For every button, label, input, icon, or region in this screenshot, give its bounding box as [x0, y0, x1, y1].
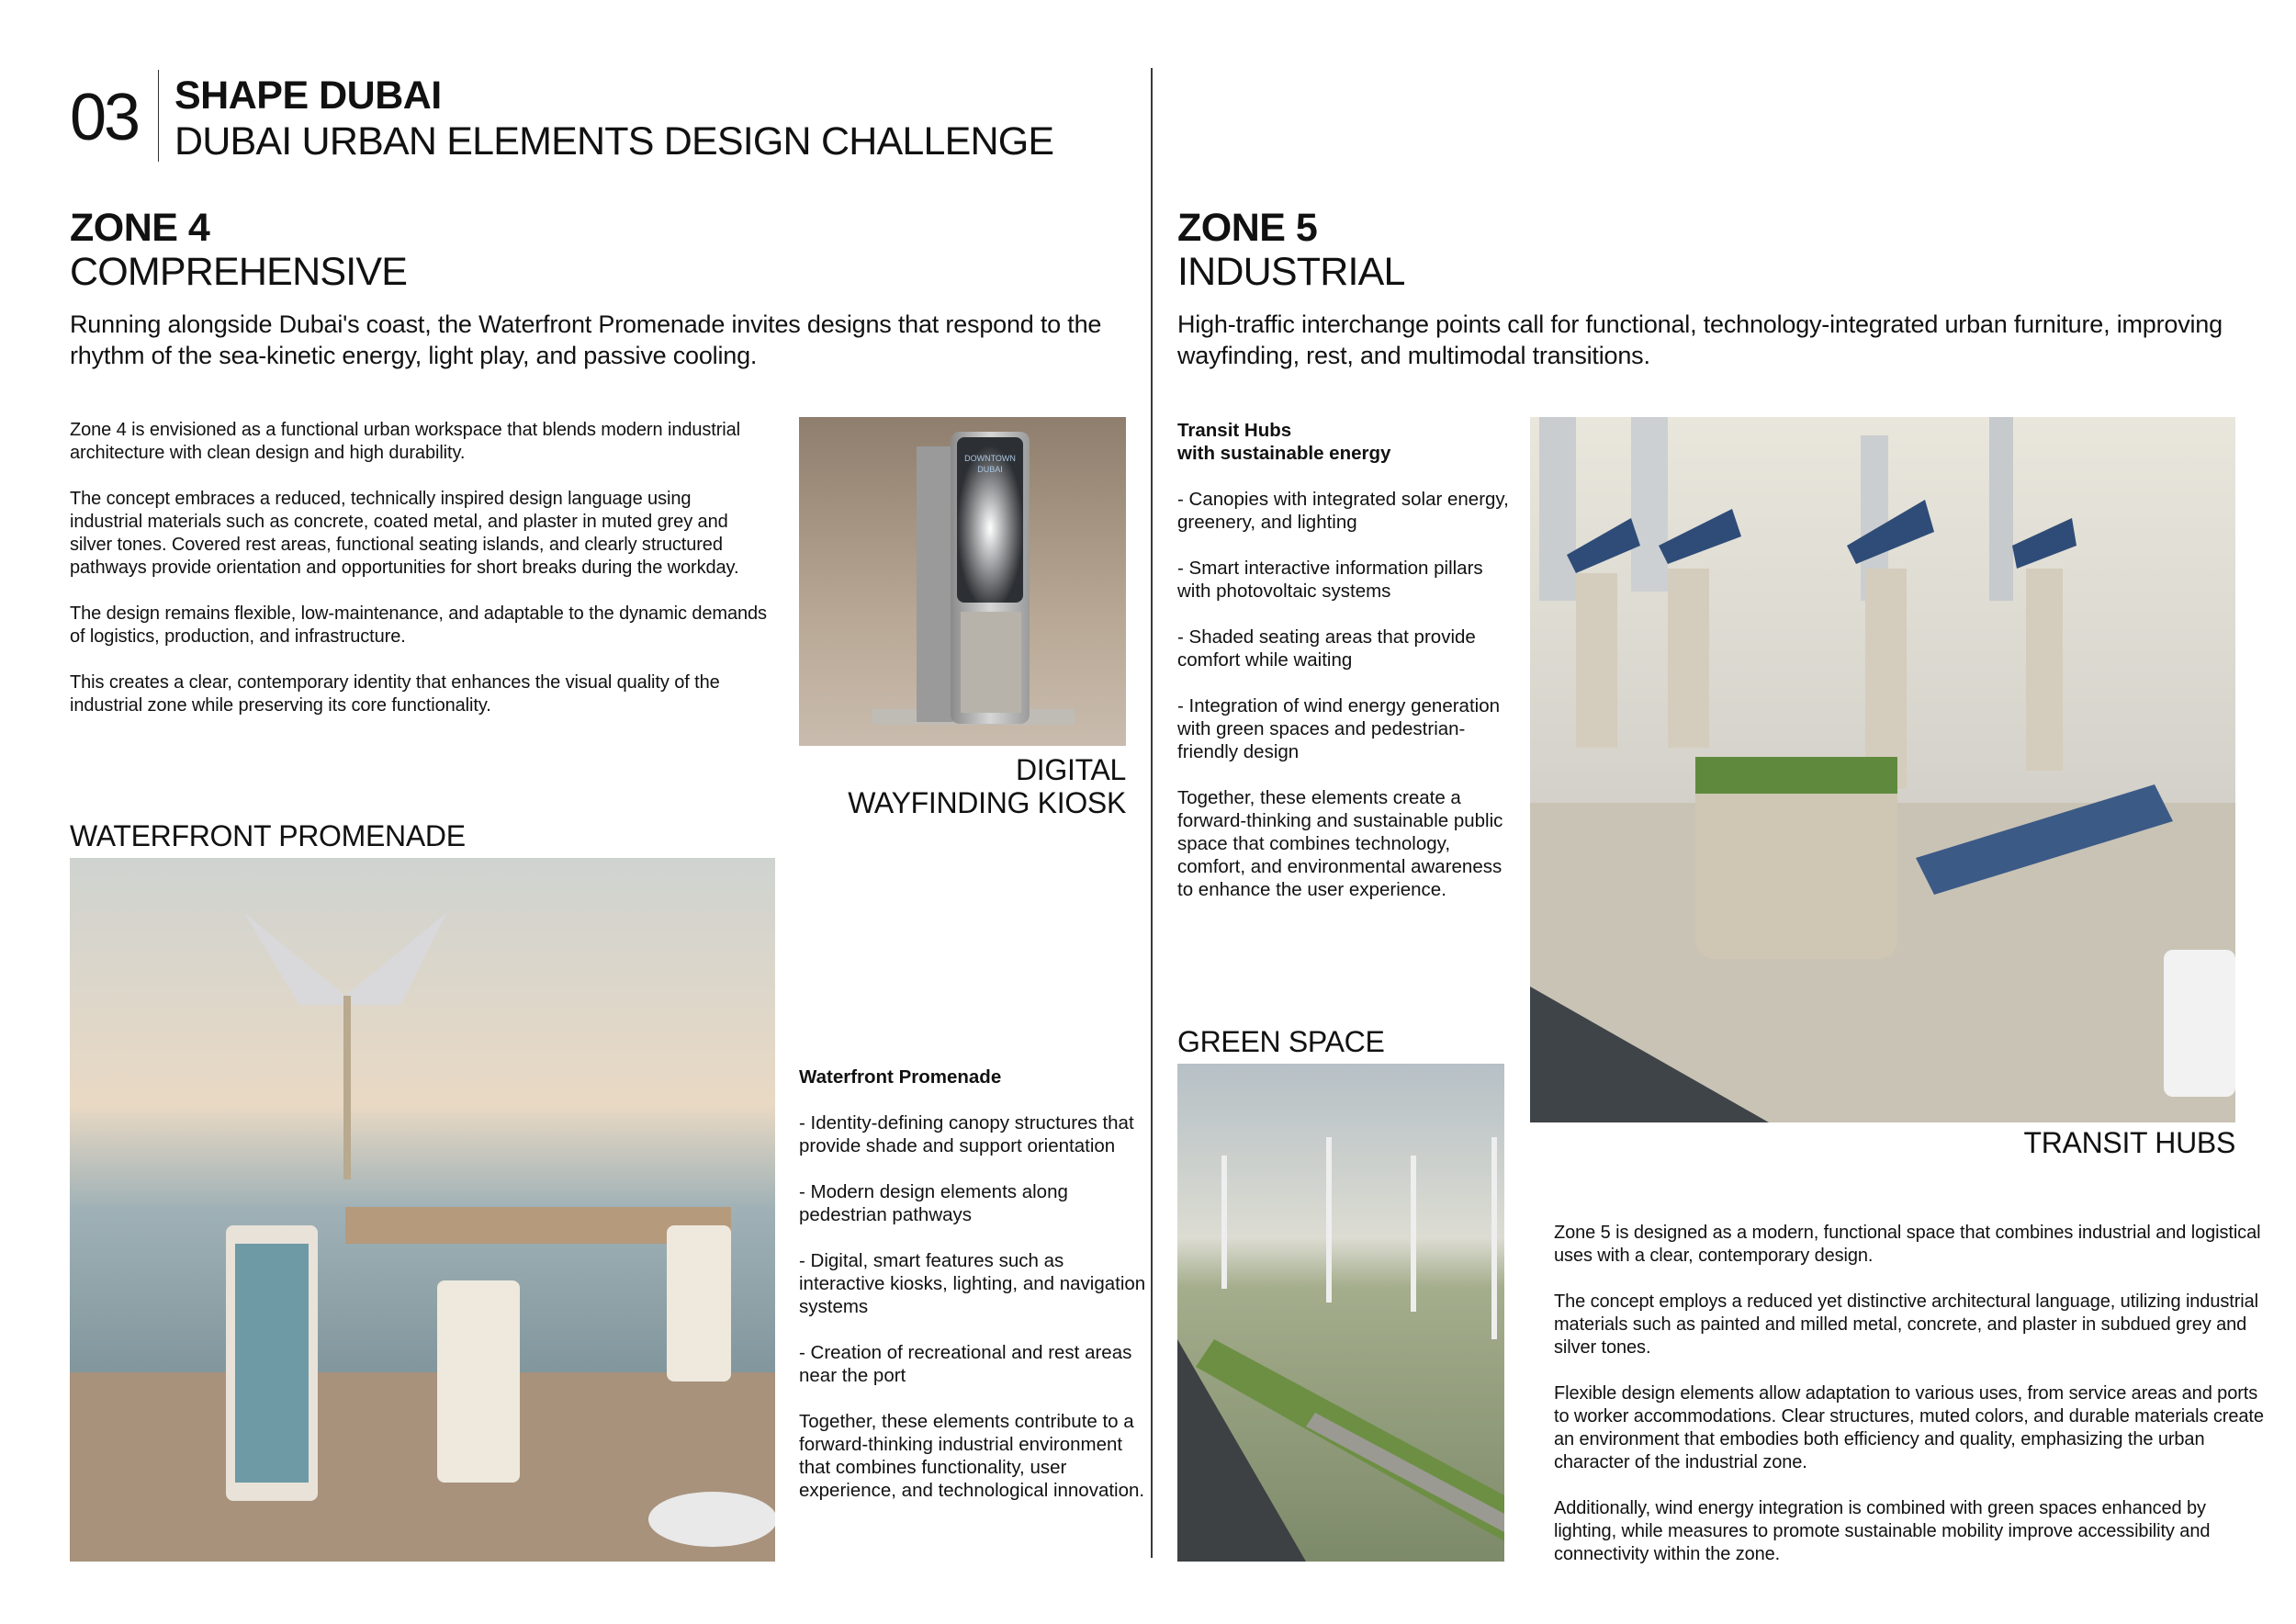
zone5-description [1554, 1222, 2270, 1589]
zone4-subtitle: COMPREHENSIVE [70, 250, 408, 294]
transit-item: - Smart interactive information pillars with photovoltaic systems [1177, 558, 1483, 602]
promenade-item: - Digital, smart features such as interactive kiosks, lighting, and navigation systems [799, 1250, 1146, 1317]
zone4-paragraph: The design remains flexible, low-maintenance, and adaptable to the dynamic demands of logistics, production, and infrastructure. [70, 603, 767, 647]
transit-summary: Together, these elements create a forward-thinking and sustainable public space that combines technology, comfort, and environmental awareness to enhance the user experience. [1177, 787, 1503, 900]
promenade-item: - Modern design elements along pedestrian pathways [799, 1181, 1068, 1225]
green-space-image [1177, 1064, 1504, 1562]
zone4-description [70, 419, 768, 740]
transit-heading-line2: with sustainable energy [1177, 443, 1391, 464]
zone4-intro: Running alongside Dubai's coast, the Waterfront Promenade invites designs that respond to the rhythm of the sea-kinetic energy, light play, and passive cooling. [70, 310, 1102, 369]
zone4-title: ZONE 4 [70, 206, 210, 250]
transit-list [1177, 419, 1517, 924]
zone4-paragraph: This creates a clear, contemporary identity that enhances the visual quality of the industrial zone while preserving its core functionality. [70, 672, 720, 716]
promenade-heading: Waterfront Promenade [799, 1066, 1002, 1088]
transit-item: - Integration of wind energy generation with green spaces and pedestrian-friendly design [1177, 695, 1501, 762]
kiosk-caption-line1: DIGITAL [1016, 753, 1126, 786]
promenade-caption: WATERFRONT PROMENADE [70, 819, 466, 852]
transit-item: - Canopies with integrated solar energy, greenery, and lighting [1177, 489, 1509, 533]
zone5-paragraph: Additionally, wind energy integration is combined with green spaces enhanced by lighting, while measures to promote sustainable mobility improve accessibility and connectivity within the zone. [1554, 1498, 2211, 1564]
kiosk-screen-text-1: DOWNTOWN [964, 454, 1016, 463]
page-title: SHAPE DUBAI [174, 73, 442, 118]
transit-item: - Shaded seating areas that provide comfort while waiting [1177, 626, 1476, 671]
zone5-paragraph: Flexible design elements allow adaptation to various uses, from service areas and ports to worker accommodations. Clear structures, muted colors, and durable materials create an environment that embodies both efficiency and quality, emphasizing the urban character of the industrial zone. [1554, 1383, 2264, 1472]
zone5-paragraph: The concept employs a reduced yet distinctive architectural language, utilizing industrial materials such as painted and milled metal, concrete, and plaster in subdued grey and silver tones. [1554, 1291, 2258, 1358]
chapter-number: 03 [70, 81, 139, 154]
zone4-paragraph: The concept embraces a reduced, technically inspired design language using industrial materials such as concrete, coated metal, and plaster in muted grey and silver tones. Covered rest areas, functional seating islands, and clearly structured pathways provide orientation and opportunities for short breaks during the workday. [70, 489, 739, 578]
kiosk-screen-text-2: DUBAI [977, 465, 1003, 474]
transit-heading [1177, 419, 1517, 465]
transit-hubs-caption: TRANSIT HUBS [2023, 1126, 2235, 1159]
zone5-subtitle: INDUSTRIAL [1177, 250, 1405, 294]
transit-hubs-image [1530, 417, 2235, 1122]
column-divider [1151, 68, 1153, 1558]
promenade-summary: Together, these elements contribute to a forward-thinking industrial environment that combines functionality, user experience, and technological innovation. [799, 1411, 1145, 1501]
transit-heading-line1: Transit Hubs [1177, 420, 1292, 441]
zone5-paragraph: Zone 5 is designed as a modern, functional space that combines industrial and logistical uses with a clear, contemporary design. [1554, 1223, 2261, 1266]
promenade-item: - Identity-defining canopy structures that provide shade and support orientation [799, 1112, 1134, 1156]
green-space-caption: GREEN SPACE [1177, 1025, 1385, 1058]
kiosk-image [799, 417, 1126, 746]
promenade-list [799, 1066, 1148, 1525]
promenade-item: - Creation of recreational and rest areas near the port [799, 1342, 1132, 1386]
kiosk-caption [799, 753, 1126, 819]
page-subtitle: DUBAI URBAN ELEMENTS DESIGN CHALLENGE [174, 119, 1054, 164]
kiosk-caption-line2: WAYFINDING KIOSK [848, 786, 1126, 819]
zone4-paragraph: Zone 4 is envisioned as a functional urban workspace that blends modern industrial architecture with clean design and high durability. [70, 420, 741, 463]
promenade-image [70, 858, 775, 1562]
header-divider [158, 70, 159, 162]
zone5-title: ZONE 5 [1177, 206, 1318, 250]
zone5-intro: High-traffic interchange points call for functional, technology-integrated urban furniture, improving wayfinding, rest, and multimodal transitions. [1177, 310, 2223, 369]
